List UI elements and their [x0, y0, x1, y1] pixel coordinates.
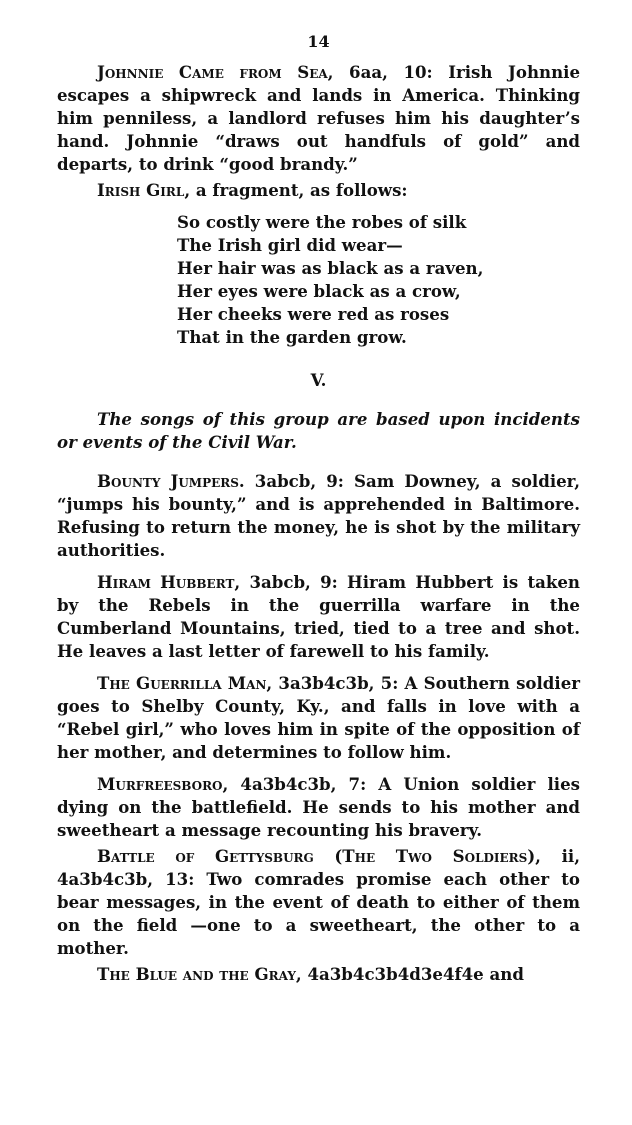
entry-title: Irish Girl,	[97, 180, 191, 200]
poem-line: Her eyes were black as a crow,	[177, 281, 461, 301]
poem-line: That in the garden grow.	[177, 327, 407, 347]
entry-title: The Guerrilla Man,	[97, 673, 273, 693]
entry-murfreesboro	[57, 773, 580, 842]
entry-text: 4a3b4c3b, 7: A Union soldier lies dying on the battlefield. He sends to his mother and sweetheart a message recounting his bravery.	[57, 774, 580, 840]
entry-bounty-jumpers	[57, 470, 580, 562]
entry-johnnie-came-from-sea	[57, 61, 580, 176]
entry-text: 4a3b4c3b4d3e4f4e and	[301, 964, 524, 984]
entry-guerrilla-man	[57, 672, 580, 764]
poem-line: The Irish girl did wear—	[177, 235, 403, 255]
page-number: 14	[307, 32, 330, 51]
poem-line: So costly were the robes of silk	[177, 212, 467, 232]
poem-line: Her cheeks were red as roses	[177, 304, 450, 324]
entry-title: Battle of Gettysburg (The Two Soldiers),	[97, 846, 541, 866]
entry-title: Murfreesboro,	[97, 774, 229, 794]
entry-title: Bounty Jumpers.	[97, 471, 245, 491]
entry-hiram-hubbert	[57, 571, 580, 663]
entry-text: 3abcb, 9: Sam Downey, a soldier, “jumps his bounty,” and is apprehended in Baltimore. Refusing to return the money, he is shot by the military authorities.	[57, 471, 580, 560]
entry-irish-girl	[57, 179, 580, 202]
entry-blue-and-gray	[57, 963, 580, 986]
section-intro: The songs of this group are based upon incidents or events of the Civil War.	[57, 409, 580, 452]
entry-text: a fragment, as follows:	[190, 180, 408, 200]
entry-text: ii, 4a3b4c3b, 13: Two comrades promise each other to bear messages, in the event of death to either of them on the field —one to a sweetheart, the other to a mother.	[57, 846, 580, 958]
entry-text: 6aa, 10: Irish Johnnie escapes a shipwreck and lands in America. Thinking him penniless, a landlord refuses him his daughter’s hand. Johnnie “draws out handfuls of gold” and departs, to drink “good brandy.”	[57, 62, 580, 174]
entry-battle-of-gettysburg	[57, 845, 580, 960]
entry-title: Hiram Hubbert,	[97, 572, 241, 592]
poem-irish-girl	[177, 211, 580, 349]
document-page	[57, 30, 580, 989]
entry-title: Johnnie Came from Sea,	[97, 62, 334, 82]
poem-line: Her hair was as black as a raven,	[177, 258, 484, 278]
section-heading: V.	[310, 370, 327, 390]
entry-text: 3a3b4c3b, 5: A Southern soldier goes to Shelby County, Ky., and falls in love with a “Rebel girl,” who loves him in spite of the opposition of her mother, and determines to follow him.	[57, 673, 580, 762]
entry-text: 3abcb, 9: Hiram Hubbert is taken by the Rebels in the guerrilla warfare in the Cumberland Mountains, tried, tied to a tree and shot. He leaves a last letter of farewell to his family.	[57, 572, 580, 661]
entry-title: The Blue and the Gray,	[97, 964, 302, 984]
